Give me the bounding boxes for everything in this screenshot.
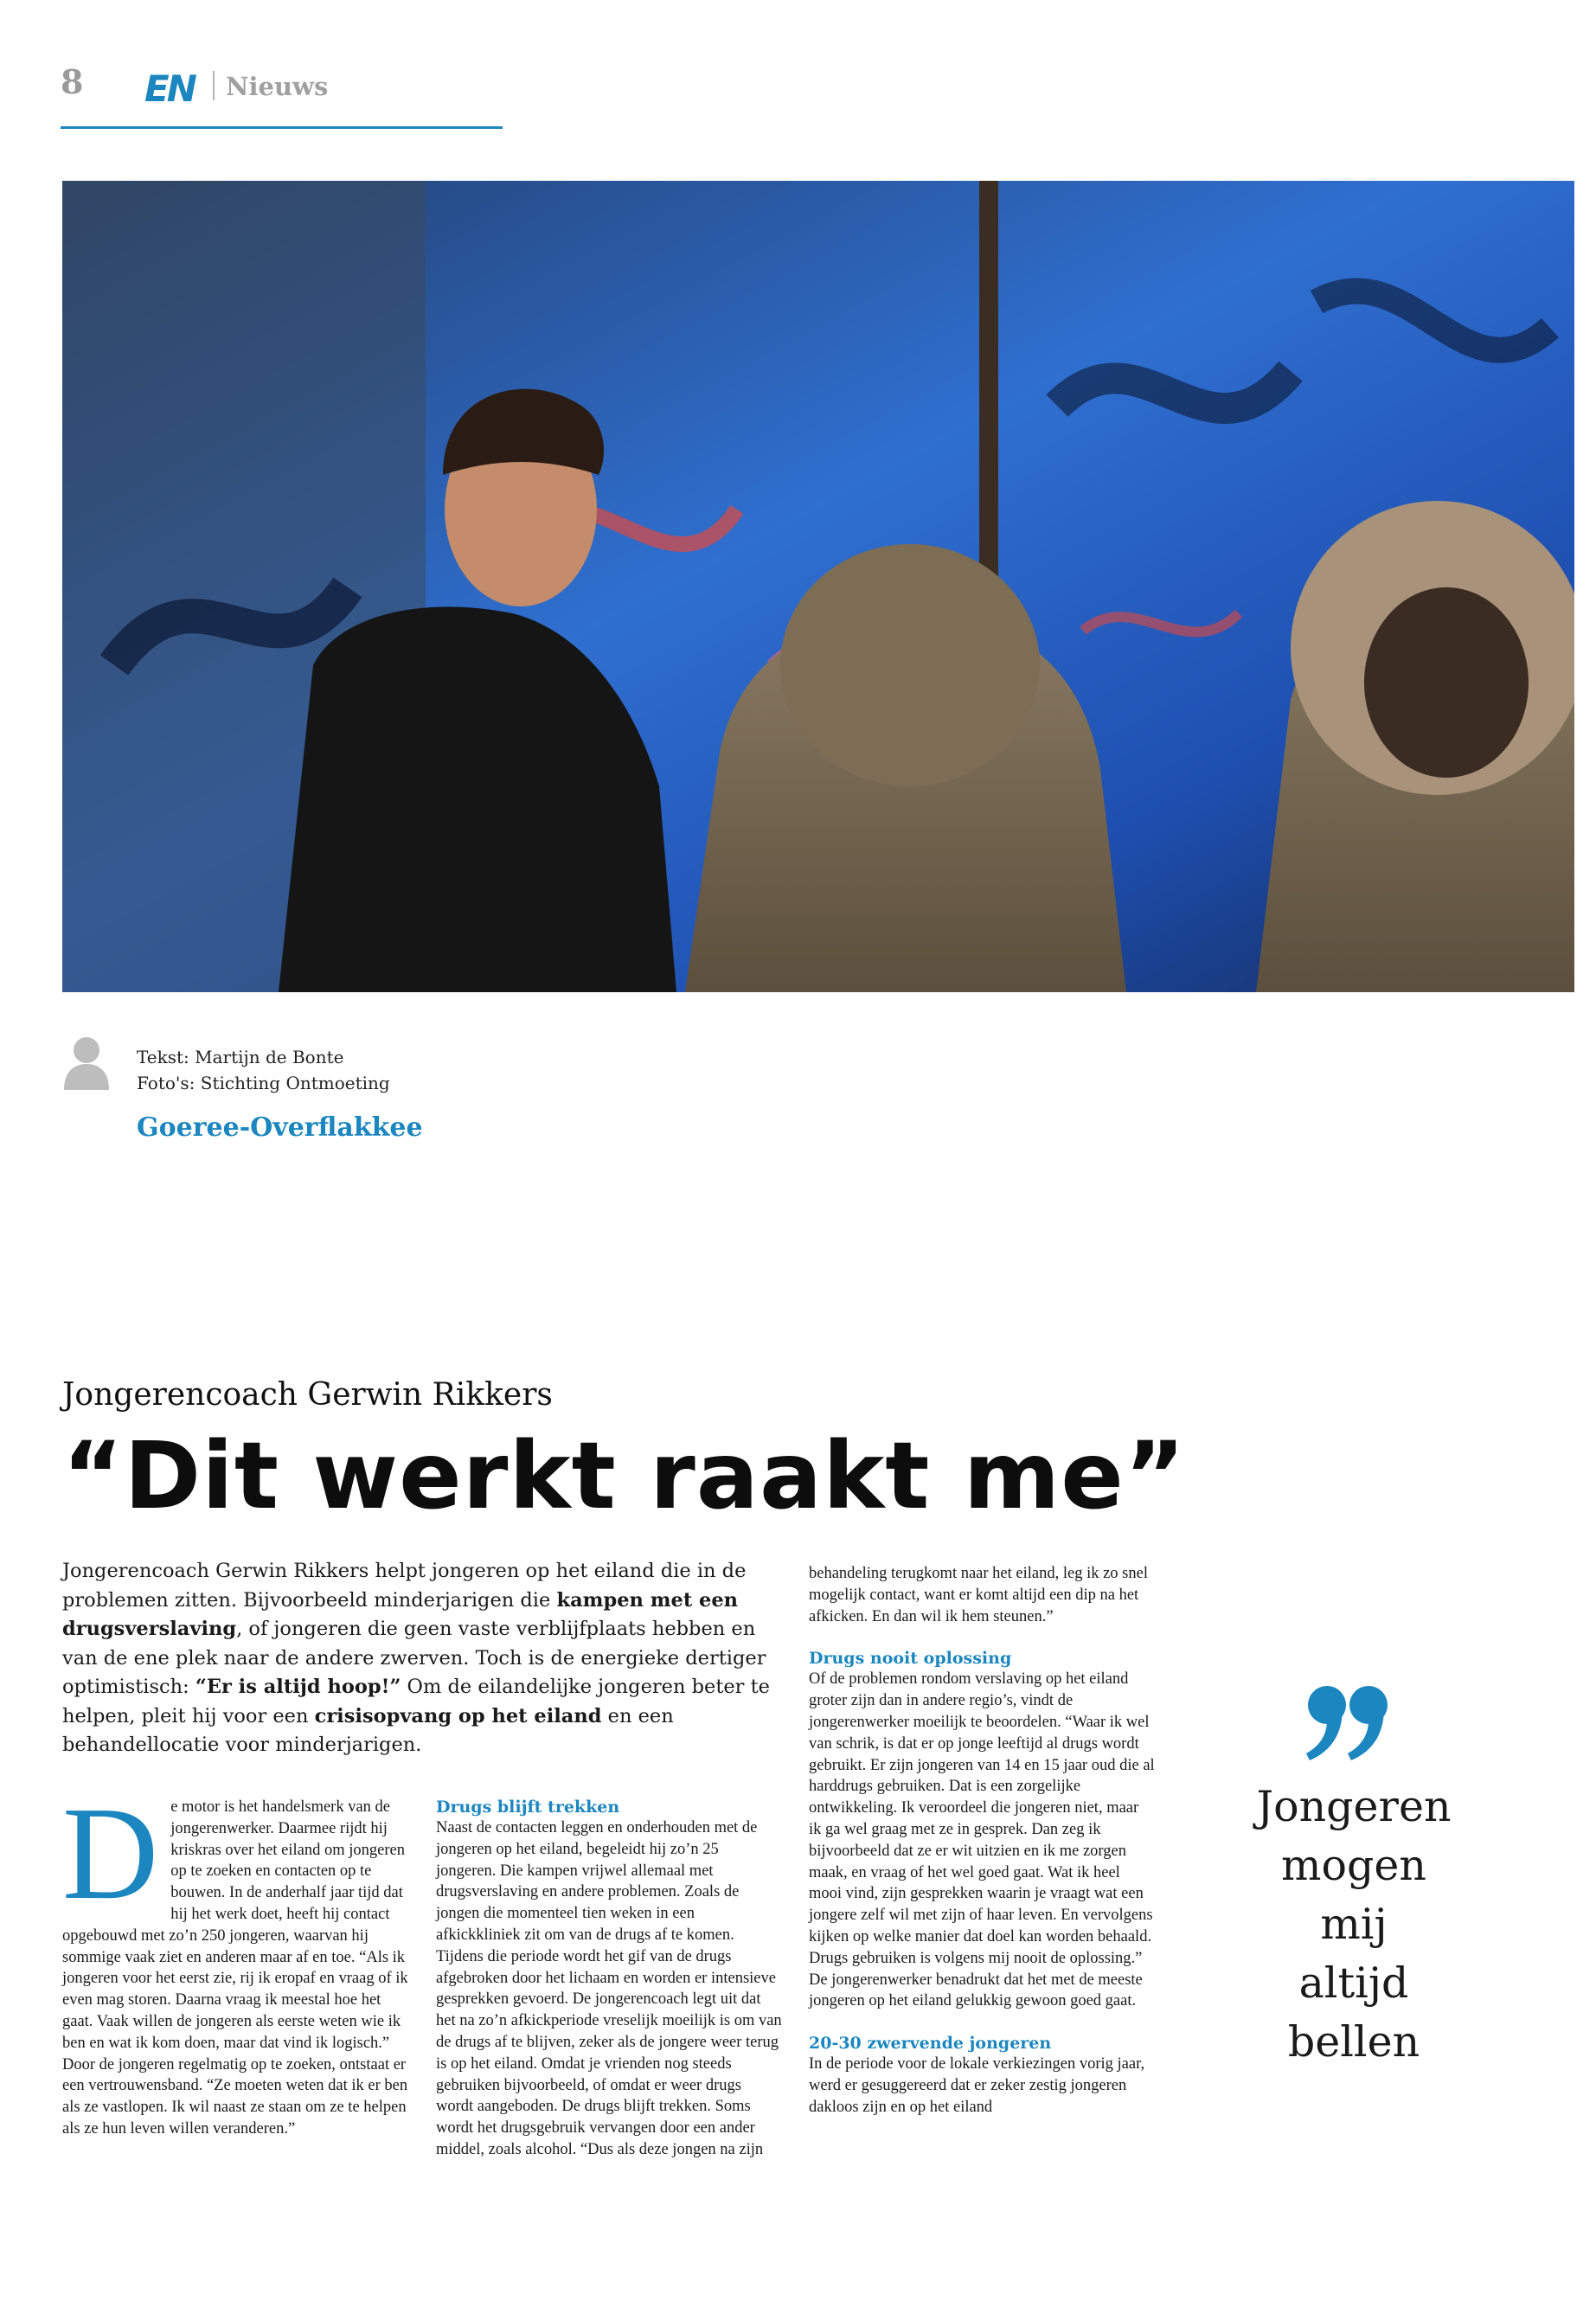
page-number: 8	[61, 62, 84, 101]
lead-text: en een behandellocatie voor minderjarigen.	[62, 1704, 674, 1756]
pull-quote-line: Jongeren	[1256, 1782, 1452, 1831]
pull-quote-line: mogen	[1281, 1841, 1426, 1890]
lead-paragraph	[62, 1557, 780, 1760]
pull-quote-line: mij	[1320, 1900, 1388, 1949]
text-credit: Tekst: Martijn de Bonte	[137, 1047, 344, 1067]
publication-logo: EN	[144, 67, 195, 110]
pull-quote-line: altijd	[1298, 1958, 1409, 2008]
body-column-1	[62, 1780, 408, 2140]
lead-emphasis: “Er is altijd hoop!”	[195, 1676, 401, 1698]
lead-emphasis: crisisopvang op het eiland	[314, 1704, 602, 1727]
pull-quote-line: bellen	[1287, 2017, 1420, 2067]
body-paragraph: In de periode voor de lokale verkiezingen vorig jaar, werd er gesuggereerd dat er zeker zestig jongeren dakloos zijn en op het eiland	[809, 2055, 1145, 2116]
body-paragraph: e motor is het handelsmerk van de jongerenwerker. Daarmee rijdt hij kriskras over het eiland om jongeren op te zoeken en contacten op te bouwen. In de anderhalf jaar tijd dat hij het werk doet, heeft hij contact opgebouwd met zo’n 250 jongeren, waarvan hij sommige vaak ziet en anderen maar af en toe. “Als ik jongeren voor het eerst zie, rij ik eropaf en vraag of ik even mag storen. Daarna vraag ik meestal hoe het gaat. Vaak willen de jongeren als eerste weten wie ik ben en wat ik kom doen, maar dat vind ik logisch.” Door de jongeren regelmatig op te zoeken, ontstaat er een vertrouwensband. “Ze moeten weten dat ik er ben als ze vastlopen. Ik wil naast ze staan om ze te helpen als ze hun leven willen veranderen.”	[62, 1798, 408, 2138]
lead-emphasis: kampen met een drugsverslaving	[62, 1588, 739, 1640]
header-divider	[213, 71, 215, 100]
photo-illustration	[62, 181, 1574, 992]
pull-quote	[1211, 1778, 1497, 2072]
subheading: Drugs nooit oplossing	[809, 1649, 1012, 1669]
person-silhouette-icon	[62, 1035, 111, 1090]
lead-text: , of jongeren die geen vaste verblijfplaats hebben en van de ene plek naar de andere zwerven. Toch is de energieke dertiger optimistisch:	[62, 1618, 766, 1698]
header-rule	[61, 126, 503, 129]
body-paragraph: Naast de contacten leggen en onderhouden met de jongeren op het eiland, begeleidt hij zo’n 25 jongeren. Die kampen vrijwel allemaal met drugsverslaving en andere problemen. Zoals de jongen die momenteel tien weken in een afkickkliniek zit om van de drugs af te komen. Tijdens die periode wordt het gif van de drugs afgebroken door het lichaam en worden er intensieve gesprekken gevoerd. De jongerencoach legt uit dat het na zo’n afkickperiode vreselijk moeilijk is om van de drugs af te blijven, zeker als de jongere weer terug is op het eiland. Omdat je vrienden nog steeds gebruiken bijvoorbeeld, of omdat er weer drugs wordt aangeboden. De drugs blijft trekken. Soms wordt het drugsgebruik vervangen door een ander middel, zoals alcohol. “Dus als deze jongen na zijn	[436, 1819, 782, 2158]
headline: “Dit werkt raakt me”	[62, 1423, 1187, 1530]
body-paragraph: behandeling terugkomt naar het eiland, leg ik zo snel mogelijk contact, want er komt altijd een dip na het afkicken. En dan wil ik hem steunen.”	[809, 1565, 1148, 1625]
photo-credit: Foto's: Stichting Ontmoeting	[137, 1073, 390, 1093]
section-label: Nieuws	[226, 72, 329, 101]
lead-text: Om de eilandelijke jongeren beter te helpen, pleit hij voor een	[62, 1676, 770, 1727]
subheading: Drugs blijft trekken	[436, 1798, 620, 1817]
body-column-3	[809, 1563, 1155, 2118]
lead-text: Jongerencoach Gerwin Rikkers helpt jongeren op het eiland die in de problemen zitten. Bijvoorbeeld minderjarigen die	[62, 1560, 747, 1612]
location-label: Goeree-Overflakkee	[137, 1112, 423, 1143]
kicker: Jongerencoach Gerwin Rikkers	[62, 1377, 553, 1413]
body-paragraph: Of de problemen rondom verslaving op het eiland groter zijn dan in andere regio’s, vindt de jongerenwerker moeilijk te beoordelen. “Waar ik wel van schrik, is dat er op jonge leeftijd al drugs wordt gebruikt. Er zijn jongeren van 14 en 15 jaar oud die al harddrugs gebruiken. Dat is een zorgelijke ontwikkeling. Ik veroordeel die jongeren niet, maar ik ga wel graag met ze in gesprek. Dan zeg ik bijvoorbeeld dat ze er wit uitzien en ik me zorgen maak, en vraag of het wel goed gaat. Wat ik heel mooi vind, zijn gesprekken waarin je vraagt wat een jongere zelf wil met zijn of haar leven. En vervolgens kijken op welke manier dat doel kan worden behaald. Drugs gebruiken is volgens mij nooit de oplossing.” De jongerenwerker benadrukt dat het met de meeste jongeren op het eiland gelukkig gewoon goed gaat.	[809, 1670, 1155, 2010]
body-column-2	[436, 1797, 782, 2161]
subheading: 20-30 zwervende jongeren	[809, 2034, 1052, 2054]
hero-photo	[62, 181, 1574, 992]
quotation-mark-icon	[1304, 1682, 1391, 1762]
drop-cap: D	[62, 1780, 159, 1927]
